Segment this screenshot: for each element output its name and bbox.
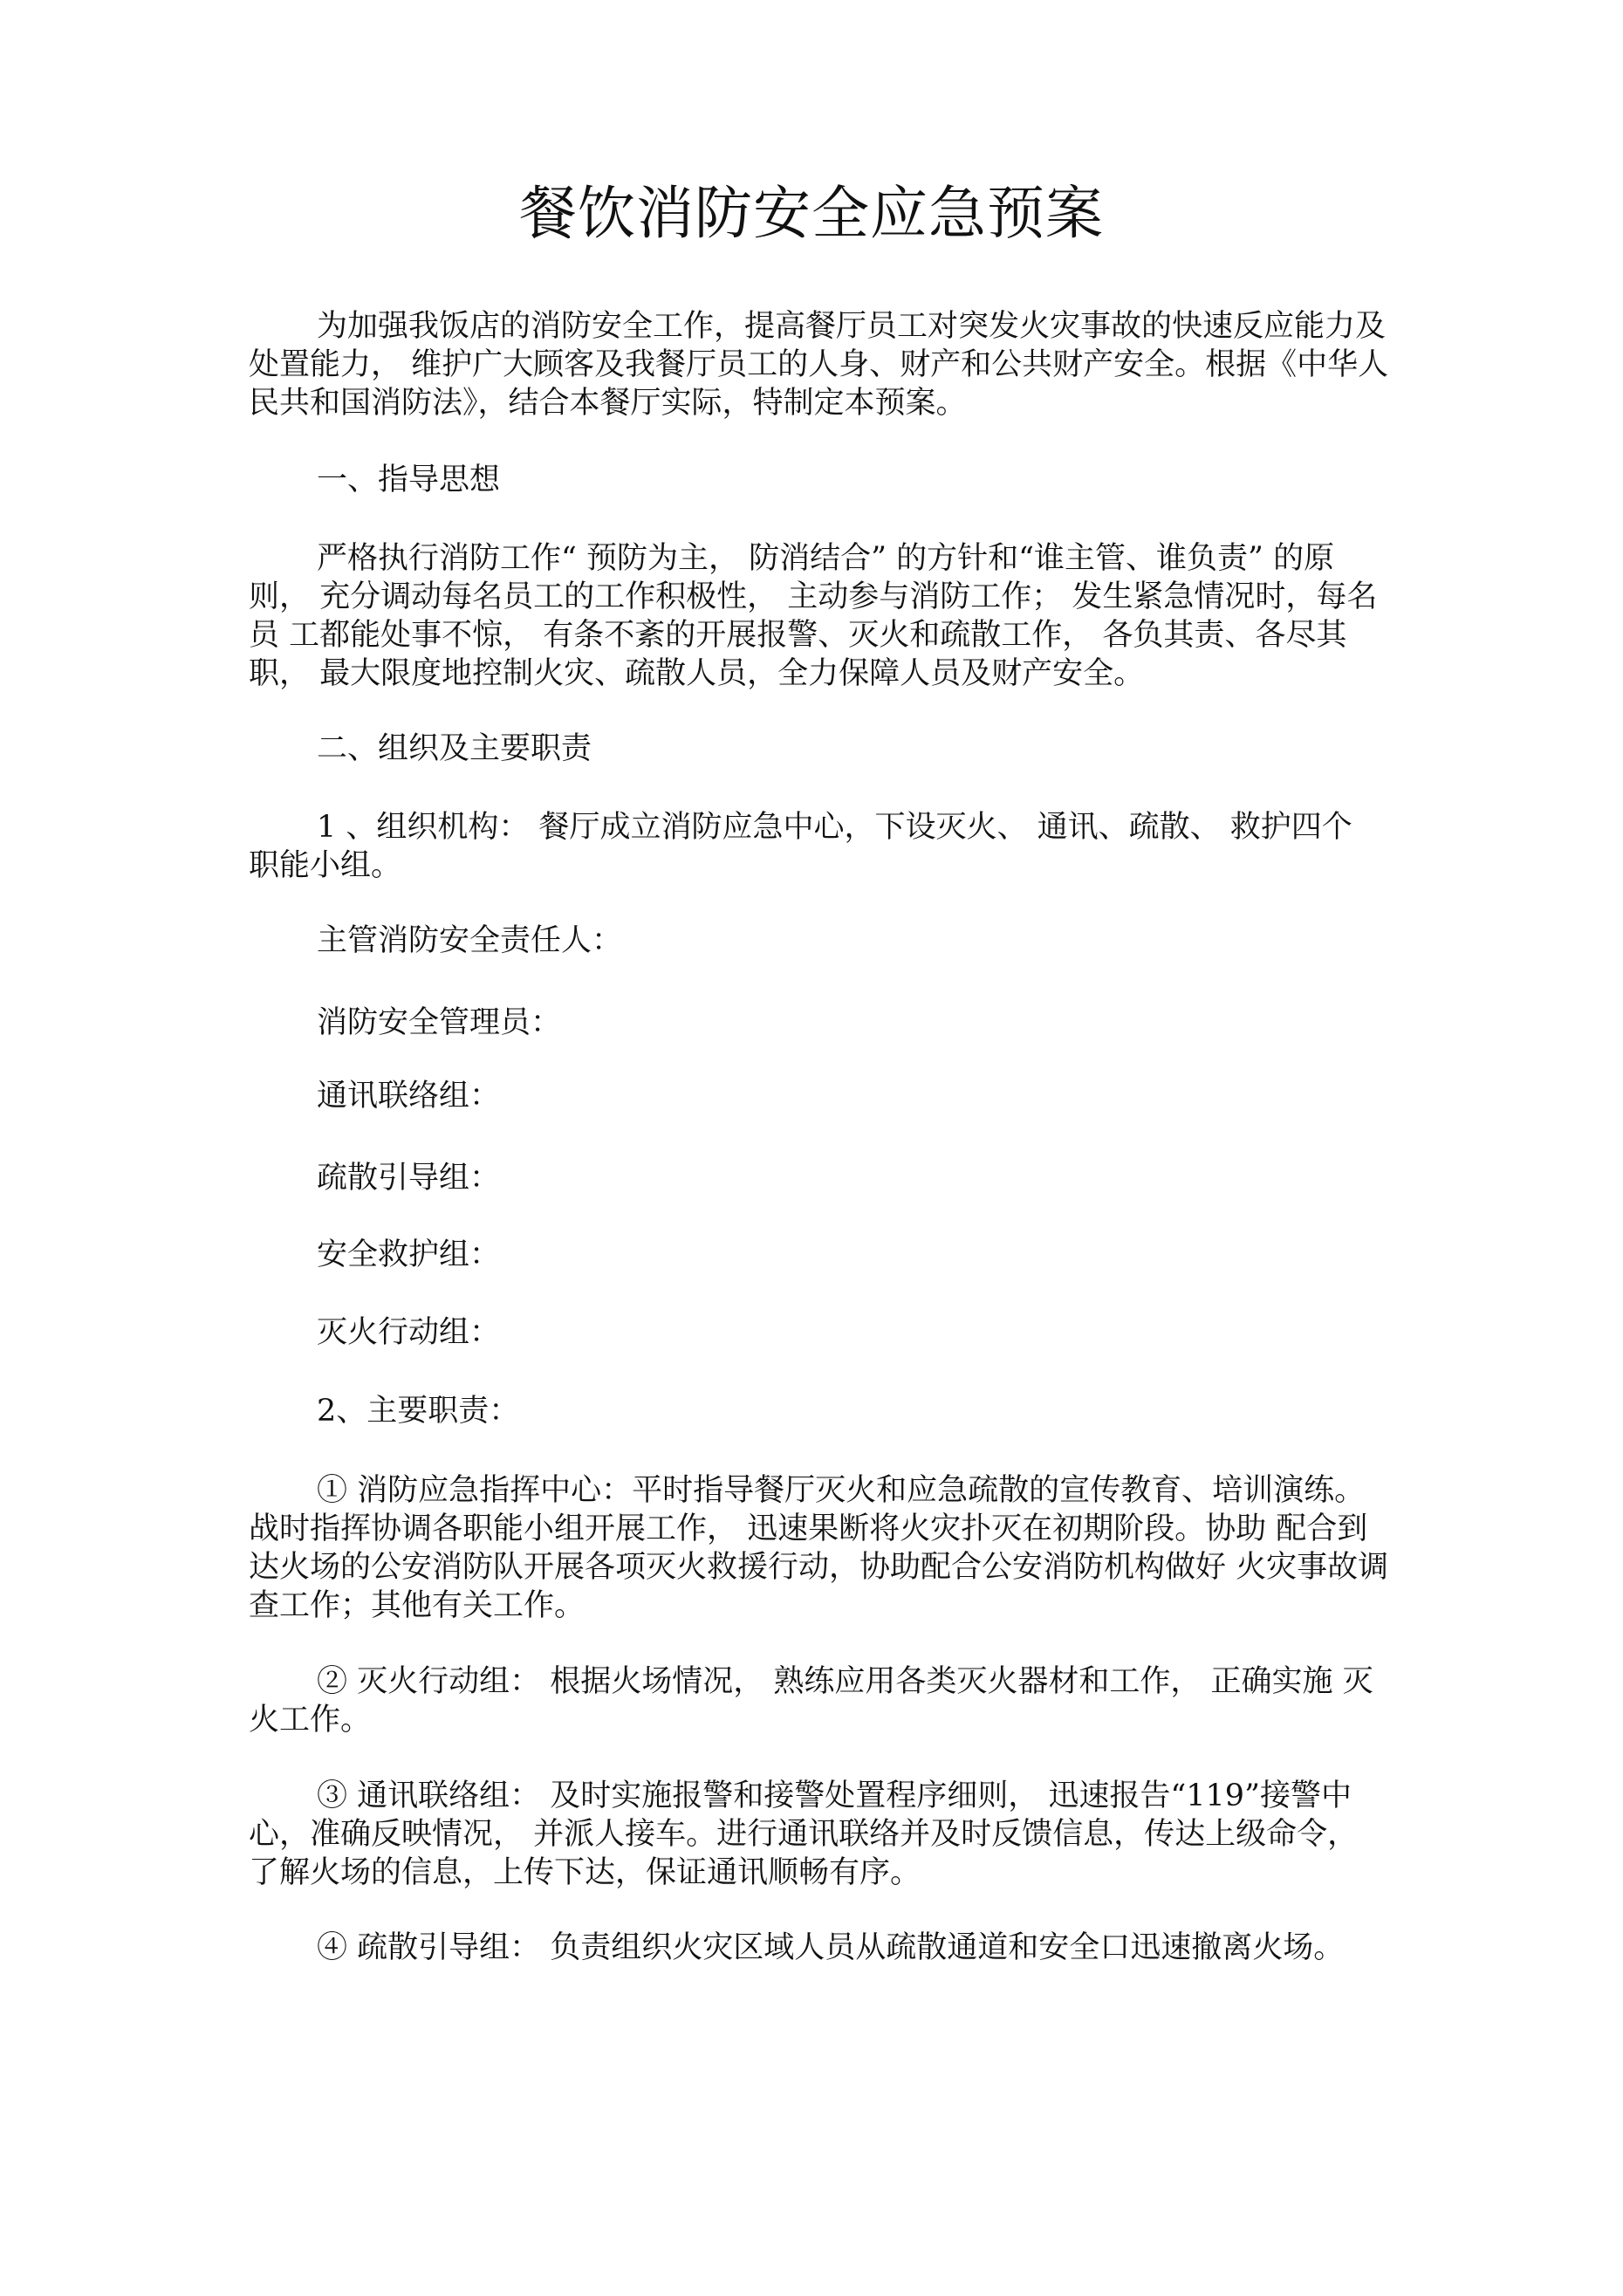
role-line-rescue-group: 安全救护组： xyxy=(317,1237,501,1272)
org-structure-paragraph: 1 、组织机构： 餐厅成立消防应急中心，下设灭火、 通讯、疏散、 救护四个 职能小组。 xyxy=(249,810,1352,883)
intro-paragraph: 为加强我饭店的消防安全工作，提高餐厅员工对突发火灾事故的快速反应能力及处置能力， 维护广大顾客及我餐厅员工的人身、财产和公共财产安全。根据《中华人民共和国消防法》，结合本餐厅实际，特制定本预案。 xyxy=(249,309,1389,421)
guiding-principle-paragraph: 严格执行消防工作“ 预防为主， 防消结合” 的方针和“谁主管、谁负责” 的原则， 充分调动每名员工的工作积极性， 主动参与消防工作； 发生紧急情况时，每名员 工都能处事不惊， 有条不紊的开展报警、灭火和疏散工作， 各负其责、各尽其职， 最大限度地控制火灾、疏散人员，全力保障人员及财产安全。 xyxy=(249,541,1378,691)
duty-paragraph-firefighting: ② 灭火行动组： 根据火场情况， 熟练应用各类灭火器材和工作， 正确实施 灭火工作。 xyxy=(249,1664,1373,1737)
duties-heading: 2、主要职责： xyxy=(317,1394,520,1429)
section-heading-organization: 二、组织及主要职责 xyxy=(317,731,592,766)
duty-paragraph-evacuation: ④ 疏散引导组： 负责组织火灾区域人员从疏散通道和安全口迅速撤离火场。 xyxy=(317,1930,1345,1965)
document-title: 餐饮消防安全应急预案 xyxy=(519,180,1104,247)
role-line-firefighting-group: 灭火行动组： xyxy=(317,1315,501,1350)
role-line-evacuation-group: 疏散引导组： xyxy=(317,1161,501,1196)
section-heading-guiding-principle: 一、指导思想 xyxy=(317,463,501,497)
role-line-safety-owner: 主管消防安全责任人： xyxy=(317,923,623,958)
duty-paragraph-communication: ③ 通讯联络组： 及时实施报警和接警处置程序细则， 迅速报告“119”接警中 心，准确反映情况， 并派人接车。进行通讯联络并及时反馈信息，传达上级命令， 了解火场的信息，上传下达，保证通讯顺畅有序。 xyxy=(249,1779,1359,1890)
role-line-safety-admin: 消防安全管理员： xyxy=(317,1005,562,1040)
duty-paragraph-command-center: ① 消防应急指挥中心：平时指导餐厅灭火和应急疏散的宣传教育、培训演练。战时指挥协调各职能小组开展工作， 迅速果断将火灾扑灭在初期阶段。协助 配合到达火场的公安消防队开展各项灭火救援行动，协助配合公安消防机构做好 火灾事故调查工作；其他有关工作。 xyxy=(249,1473,1389,1623)
role-line-communication-group: 通讯联络组： xyxy=(317,1079,501,1114)
